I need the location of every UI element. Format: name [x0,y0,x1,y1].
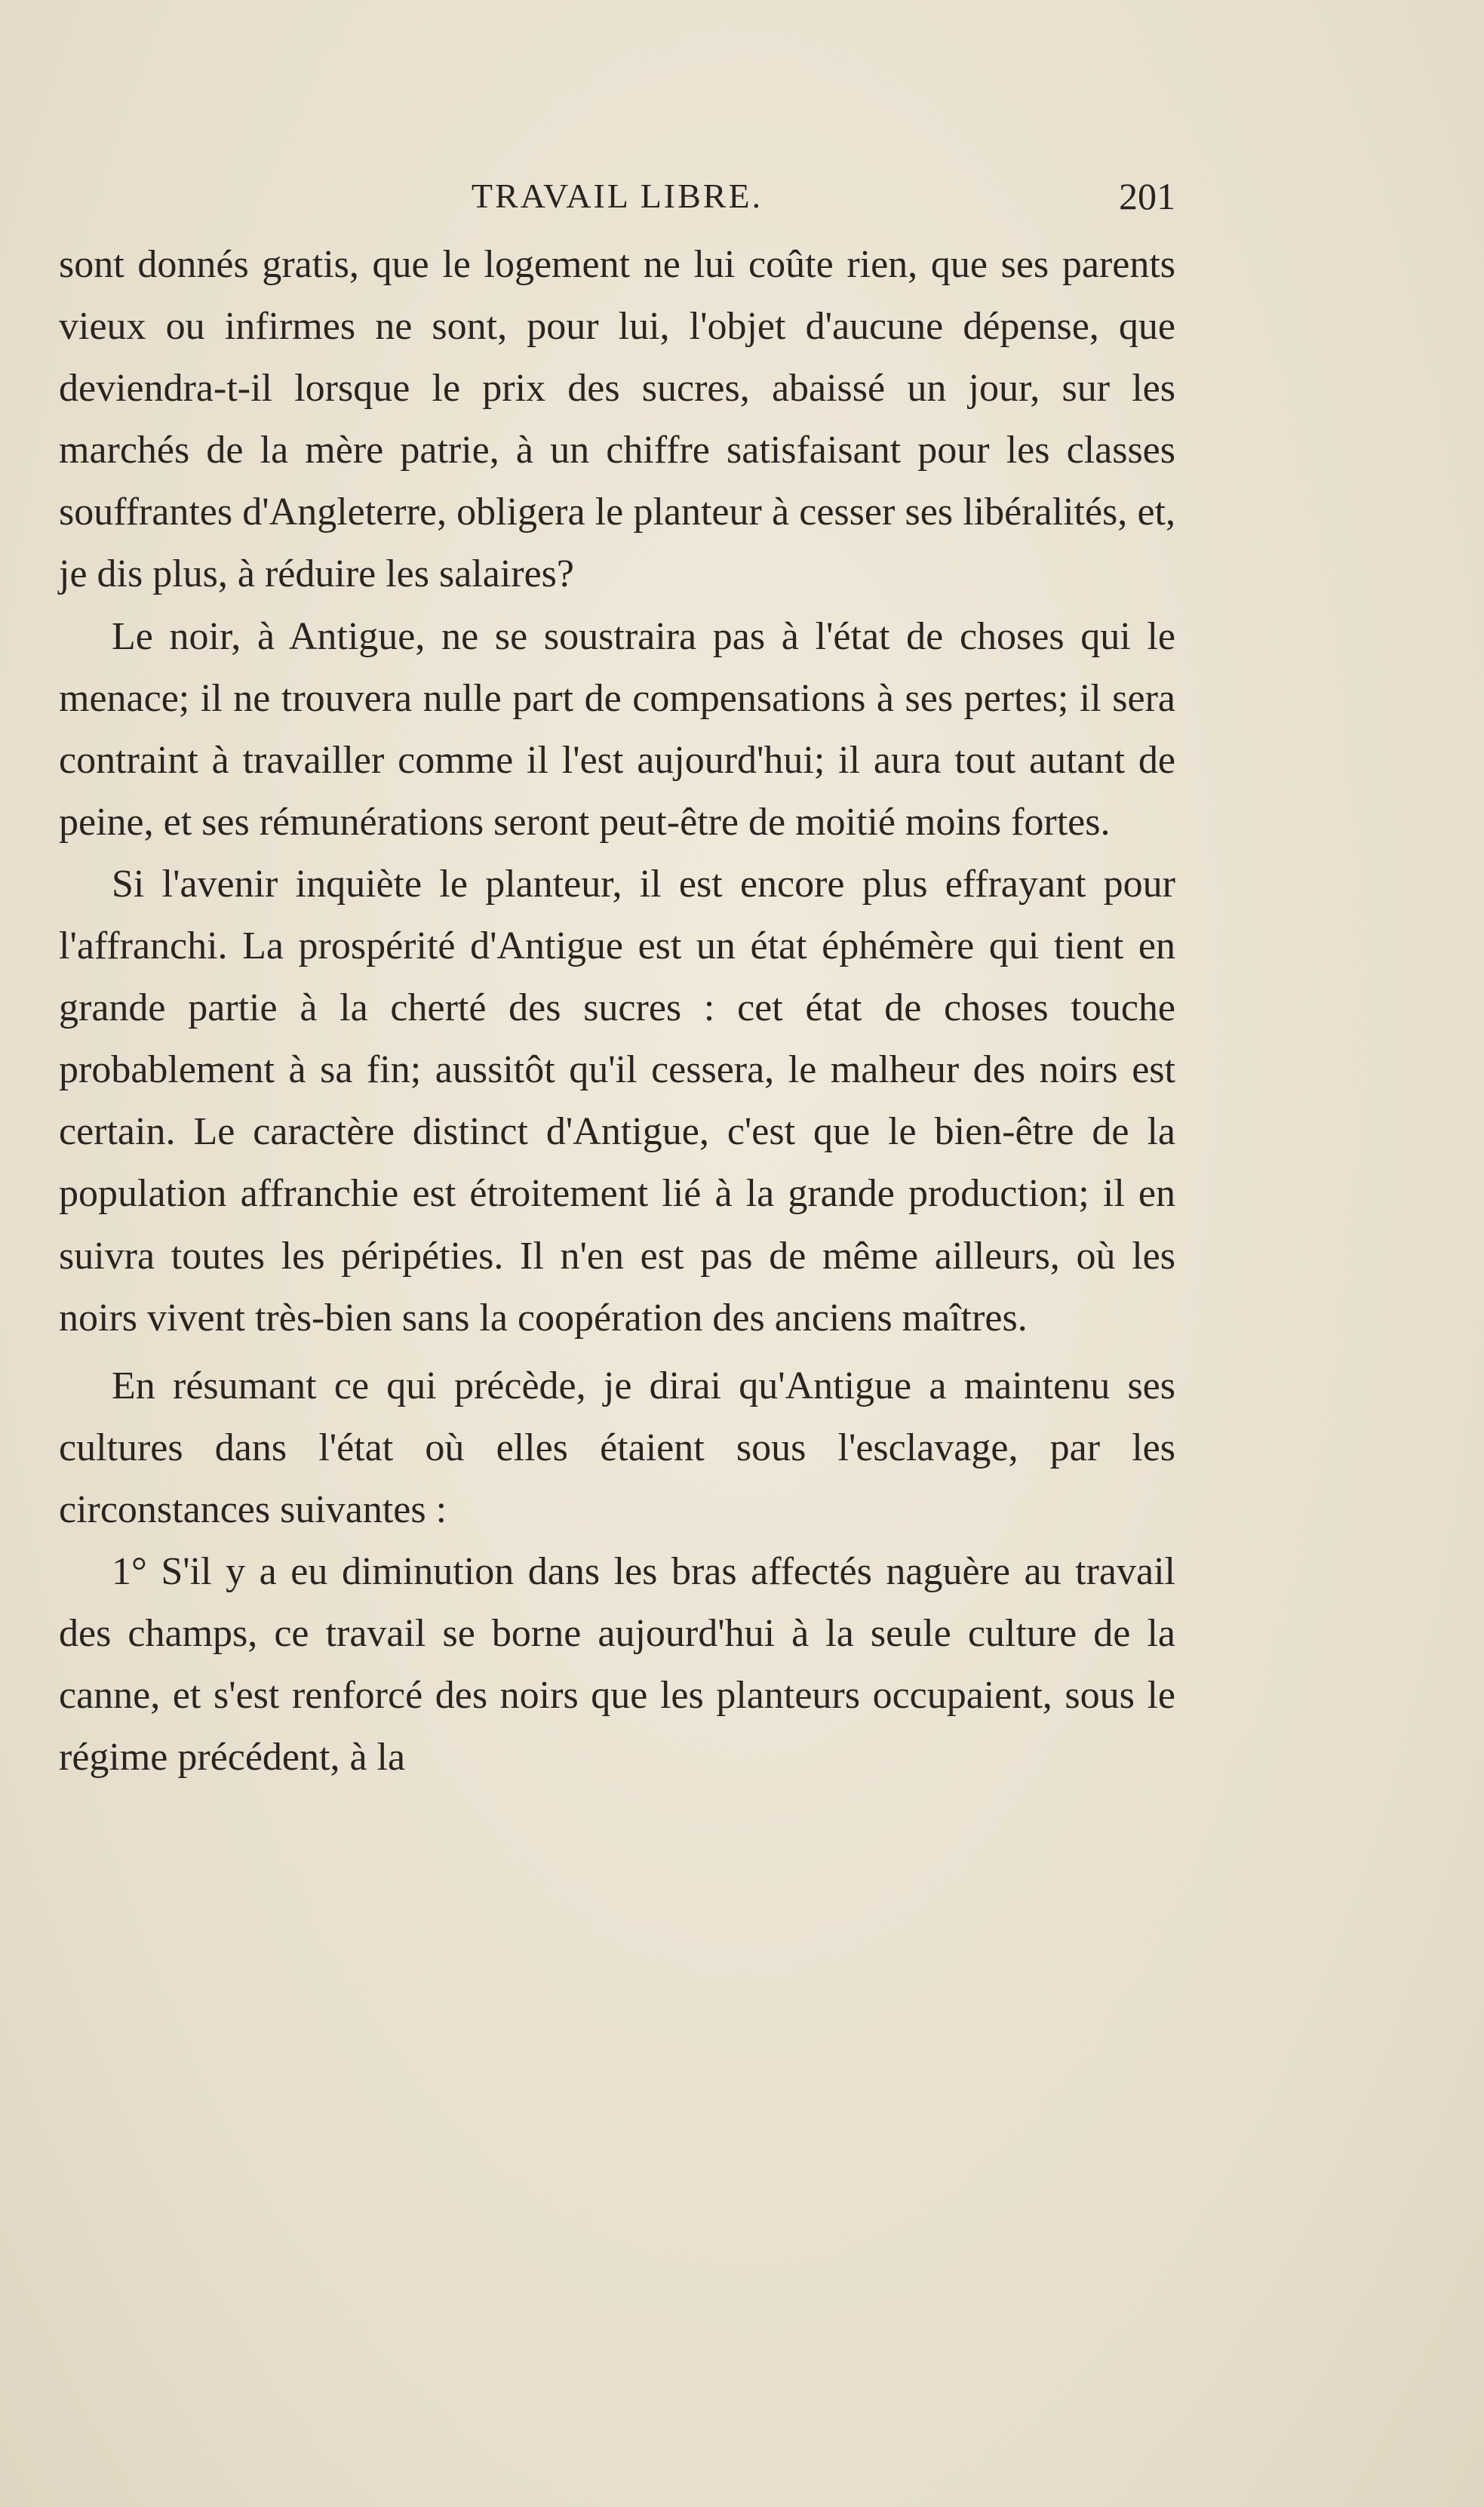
running-head [59,166,1175,226]
page-number: 201 [1119,175,1175,217]
body-text [59,234,1175,1789]
paragraph: Si l'avenir inquiète le planteur, il est encore plus effrayant pour l'affranchi. La prospérité d'Antigue est un état éphémère qui tient en grande partie à la cherté des sucres : cet état de choses touche probablement à sa fin; aussitôt qu'il cessera, le malheur des noirs est certain. Le caractère distinct d'Antigue, c'est que le bien-être de la population affranchie est étroitement lié à la grande production; il en suivra toutes les péripéties. Il n'en est pas de même ailleurs, où les noirs vivent très-bien sans la coopération des anciens maîtres. [59,862,1175,1340]
paragraph-list-item: 1° S'il y a eu diminution dans les bras affectés naguère au travail des champs, ce travail se borne aujourd'hui à la seule culture de la canne, et s'est renforcé des noirs que les planteurs occupaient, sous le régime précédent, à la [59,1549,1175,1780]
paragraph-continued: sont donnés gratis, que le logement ne lui coûte rien, que ses parents vieux ou infirmes ne sont, pour lui, l'objet d'aucune dépense, que deviendra-t-il lorsque le prix des sucres, abaissé un jour, sur les marchés de la mère patrie, à un chiffre satisfaisant pour les classes souffrantes d'Angleterre, obligera le planteur à cesser ses libéralités, et, je dis plus, à réduire les salaires? [59,243,1175,596]
paragraph: Le noir, à Antigue, ne se soustraira pas à l'état de choses qui le menace; il ne trouvera nulle part de compensations à ses pertes; il sera contraint à travailler comme il l'est aujourd'hui; il aura tout autant de peine, et ses rémunérations seront peut-être de moitié moins fortes. [59,614,1175,844]
running-title: TRAVAIL LIBRE. [471,177,764,215]
paragraph: En résumant ce qui précède, je dirai qu'Antigue a maintenu ses cultures dans l'état où elles étaient sous l'esclavage, par les circonstances suivantes : [59,1364,1175,1531]
